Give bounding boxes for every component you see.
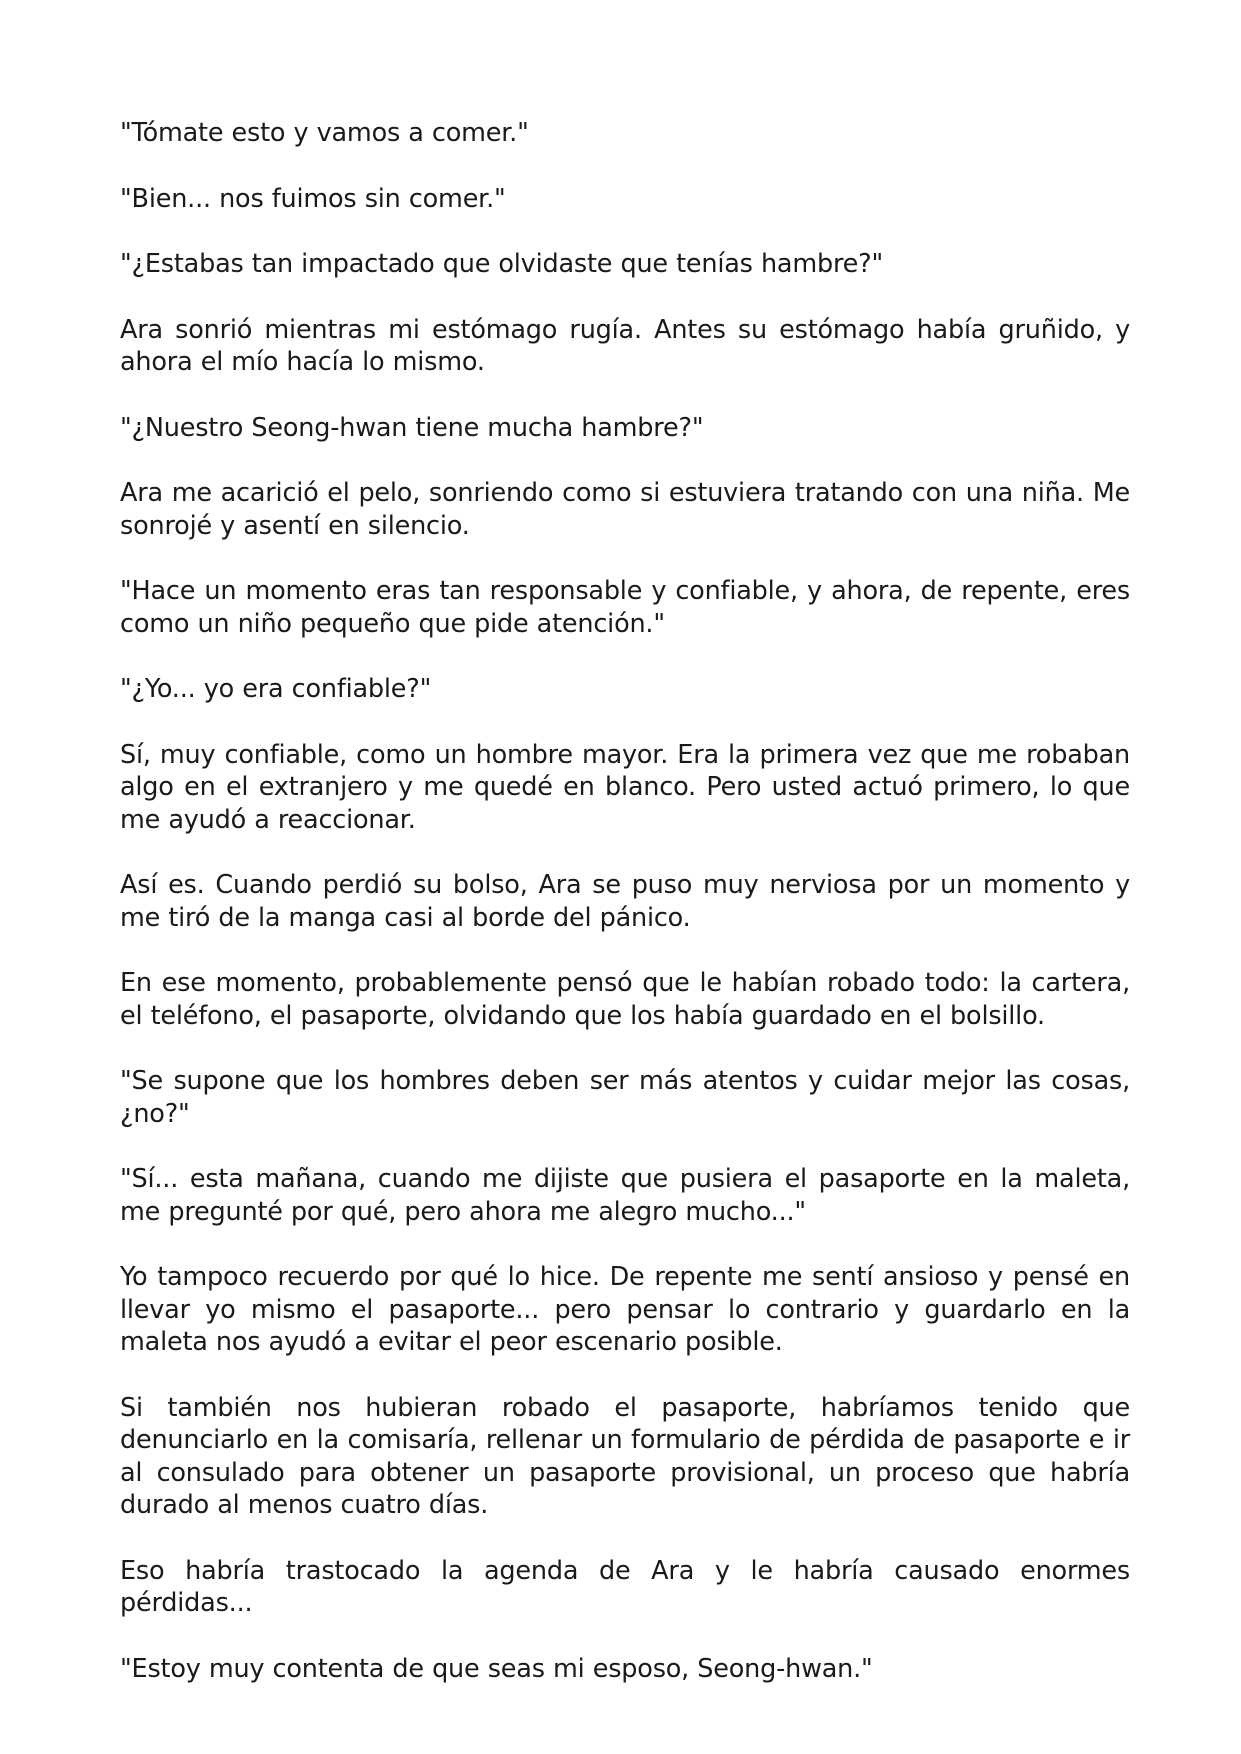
paragraph-4: Ara sonrió mientras mi estómago rugía. Antes su estómago había gruñido, y ahora el mío hacía lo mismo. (120, 314, 1130, 377)
paragraph-6: Ara me acarició el pelo, sonriendo como si estuviera tratando con una niña. Me sonrojé y asentí en silencio. (120, 478, 1130, 541)
paragraph-7: "Hace un momento eras tan responsable y confiable, y ahora, de repente, eres como un niño pequeño que pide atención." (120, 576, 1130, 639)
paragraph-14: Yo tampoco recuerdo por qué lo hice. De repente me sentí ansioso y pensé en llevar yo mismo el pasaporte... pero pensar lo contrario y guardarlo en la maleta nos ayudó a evitar el peor escenario posible. (120, 1262, 1130, 1357)
paragraph-2: "Bien... nos fuimos sin comer." (120, 183, 506, 214)
paragraph-8: "¿Yo... yo era confiable?" (120, 674, 432, 704)
paragraph-5: "¿Nuestro Seong-hwan tiene mucha hambre?" (120, 412, 704, 443)
paragraph-3: "¿Estabas tan impactado que olvidaste que tenías hambre?" (120, 249, 884, 279)
paragraph-11: En ese momento, probablemente pensó que le habían robado todo: la cartera, el teléfono, el pasaporte, olvidando que los había guardado en el bolsillo. (120, 968, 1130, 1031)
document-body (120, 117, 1130, 1718)
paragraph-13: "Sí... esta mañana, cuando me dijiste que pusiera el pasaporte en la maleta, me pregunté por qué, pero ahora me alegro mucho..." (120, 1164, 1130, 1227)
paragraph-16: Eso habría trastocado la agenda de Ara y le habría causado enormes pérdidas... (120, 1555, 1130, 1618)
paragraph-10: Así es. Cuando perdió su bolso, Ara se puso muy nerviosa por un momento y me tiró de la manga casi al borde del pánico. (120, 870, 1130, 933)
paragraph-15: Si también nos hubieran robado el pasaporte, habríamos tenido que denunciarlo en la comisaría, rellenar un formulario de pérdida de pasaporte e ir al consulado para obtener un pasaporte provisional, un proceso que habría durado al menos cuatro días. (120, 1392, 1130, 1520)
paragraph-12: "Se supone que los hombres deben ser más atentos y cuidar mejor las cosas, ¿no?" (120, 1066, 1130, 1129)
paragraph-1: "Tómate esto y vamos a comer." (120, 118, 529, 148)
paragraph-17: "Estoy muy contenta de que seas mi esposo, Seong-hwan." (120, 1653, 873, 1684)
paragraph-9: Sí, muy confiable, como un hombre mayor. Era la primera vez que me robaban algo en el extranjero y me quedé en blanco. Pero usted actuó primero, lo que me ayudó a reaccionar. (120, 739, 1130, 835)
